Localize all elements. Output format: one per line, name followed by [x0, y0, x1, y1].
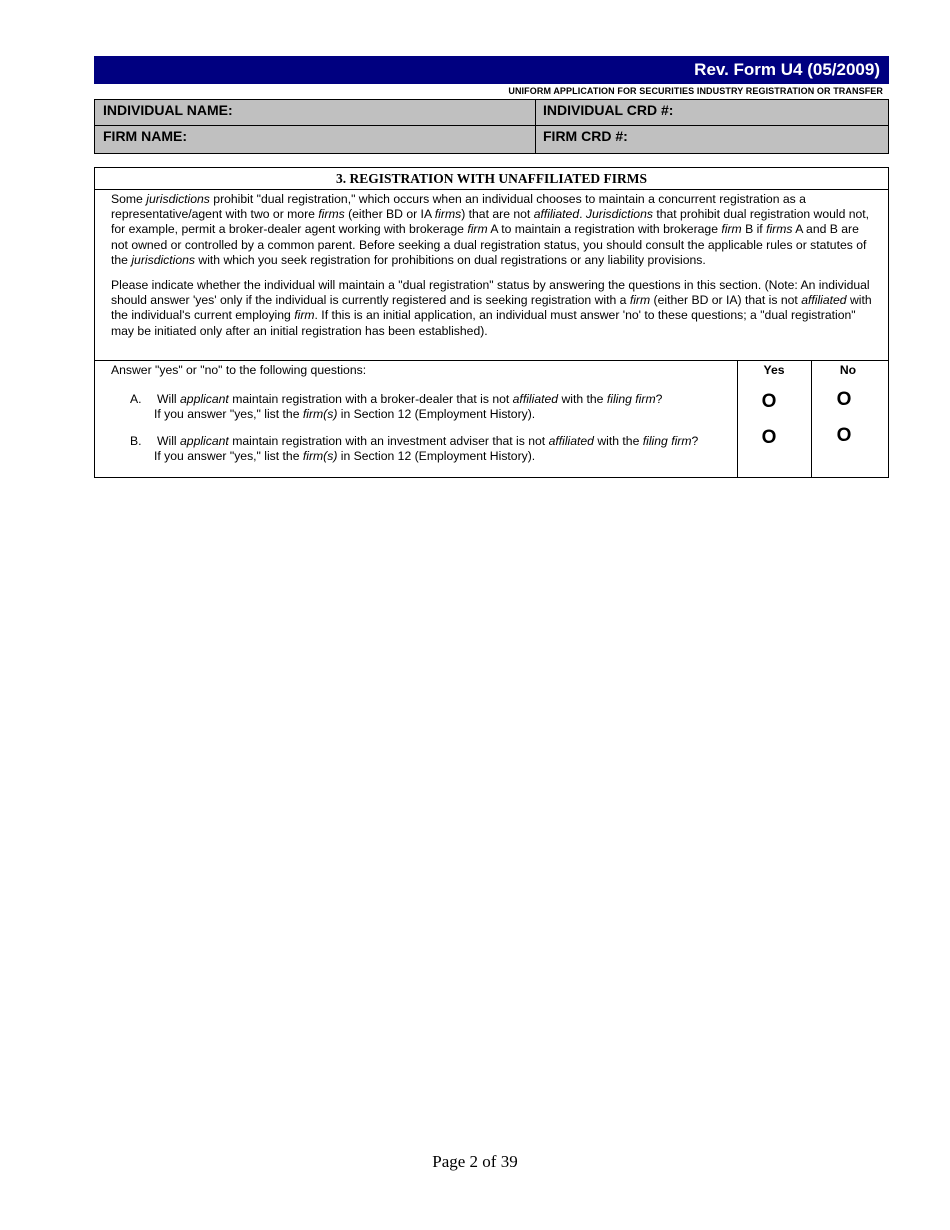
section-title: 3. REGISTRATION WITH UNAFFILIATED FIRMS	[336, 171, 647, 186]
text-run: with the	[593, 434, 643, 448]
italic-term: affiliated	[512, 392, 559, 406]
question-a-line-1	[157, 392, 727, 407]
text-run: in Section 12 (Employment History).	[337, 407, 536, 421]
text-run: with the individual's current employing	[111, 293, 872, 323]
italic-term: applicant	[180, 434, 229, 448]
form-revision: Rev. Form U4 (05/2009)	[694, 60, 880, 79]
text-run: (either BD or IA) that is not	[650, 293, 802, 308]
answer-instructions: Answer "yes" or "no" to the following questions:	[111, 363, 367, 377]
no-column-header: No	[839, 363, 857, 377]
question-b-line-1	[157, 434, 727, 449]
firm-crd-label: FIRM CRD #:	[543, 128, 628, 144]
question-a-yes-radio[interactable]: O	[761, 391, 777, 412]
italic-term: applicant	[180, 392, 229, 406]
yes-column-divider	[737, 360, 738, 477]
italic-term: firm	[721, 222, 742, 237]
text-run: A to maintain a registration with brokerage	[487, 222, 722, 237]
italic-term: filing firm	[642, 434, 692, 448]
italic-term: affiliated	[801, 293, 847, 308]
yes-column-header: Yes	[763, 363, 785, 377]
text-run: Please indicate whether the individual will maintain a "dual registration" status by answering the questions in this section. (Note: An individual should answer 'yes' only if the individual is currently registered and is seeking registration with a	[111, 278, 870, 308]
page-number: Page 2 of 39	[432, 1152, 518, 1171]
grid-divider	[535, 100, 536, 153]
text-run: B if	[741, 222, 767, 237]
text-run: A and B are not owned or controlled by a common parent. Before seeking a dual registration status, you should consult the applicable rules or statutes of the	[111, 222, 867, 267]
italic-term: filing firm	[606, 392, 656, 406]
text-run: ) that are not	[461, 207, 534, 222]
individual-crd-label: INDIVIDUAL CRD #:	[543, 102, 674, 118]
italic-term: firms	[766, 222, 793, 237]
text-run: ?	[655, 392, 663, 406]
text-run: with the	[558, 392, 607, 406]
section-paragraph-1	[111, 192, 873, 268]
text-run: Some	[111, 192, 147, 206]
text-run: . If this is an initial application, an individual must answer 'no' to these questions; a "dual registration" may be initiated only after an initial registration has been established).	[111, 308, 856, 338]
text-run: with which you seek registration for prohibitions on dual registrations or any liability provisions.	[195, 252, 706, 267]
italic-term: firm	[467, 222, 488, 237]
grid-divider	[95, 125, 888, 126]
firm-name-label: FIRM NAME:	[103, 128, 187, 144]
question-b-line-2	[154, 449, 727, 464]
form-subtitle: UNIFORM APPLICATION FOR SECURITIES INDUSTRY REGISTRATION OR TRANSFER	[508, 86, 883, 96]
italic-term: firm	[294, 308, 315, 323]
text-run: in Section 12 (Employment History).	[337, 449, 536, 463]
text-run: (either BD or IA	[344, 207, 435, 222]
italic-term: Jurisdictions	[585, 207, 653, 222]
section-title-divider	[95, 189, 888, 190]
question-b-letter: B.	[130, 434, 142, 448]
text-run: Will	[157, 392, 181, 406]
question-b-yes-radio[interactable]: O	[761, 427, 777, 448]
question-b-no-radio[interactable]: O	[836, 425, 852, 446]
form-header-bar	[94, 56, 889, 84]
italic-term: affiliated	[548, 434, 594, 448]
identification-grid	[94, 99, 889, 154]
italic-term: jurisdictions	[131, 252, 196, 267]
section-paragraph-2	[111, 278, 873, 339]
text-run: prohibit "dual registration," which occurs when an individual chooses to maintain a concurrent registration as a representative/agent with two or more	[111, 192, 806, 222]
italic-term: jurisdictions	[146, 192, 210, 206]
no-column-divider	[811, 360, 812, 477]
italic-term: firm(s)	[302, 407, 338, 421]
text-run: .	[579, 207, 586, 222]
text-run: that prohibit dual registration would not, for example, permit a broker-dealer agent working with brokerage	[111, 207, 870, 237]
question-a-letter: A.	[130, 392, 142, 406]
section-registration-unaffiliated-firms	[94, 167, 889, 478]
question-a-line-2	[154, 407, 727, 422]
text-run: If you answer "yes," list the	[154, 407, 303, 421]
text-run: Will	[157, 434, 181, 448]
text-run: If you answer "yes," list the	[154, 449, 303, 463]
question-a-no-radio[interactable]: O	[836, 389, 852, 410]
text-run: ?	[691, 434, 699, 448]
question-b-text	[154, 434, 727, 464]
italic-term: affiliated	[533, 207, 580, 222]
italic-term: firm(s)	[302, 449, 338, 463]
italic-term: firm	[629, 293, 651, 308]
italic-term: firms	[434, 207, 462, 222]
text-run: maintain registration with a broker-dealer that is not	[228, 392, 513, 406]
questions-divider	[95, 360, 888, 361]
question-a-text	[154, 392, 727, 422]
individual-name-label: INDIVIDUAL NAME:	[103, 102, 233, 118]
italic-term: firms	[318, 207, 345, 222]
text-run: maintain registration with an investment adviser that is not	[228, 434, 549, 448]
